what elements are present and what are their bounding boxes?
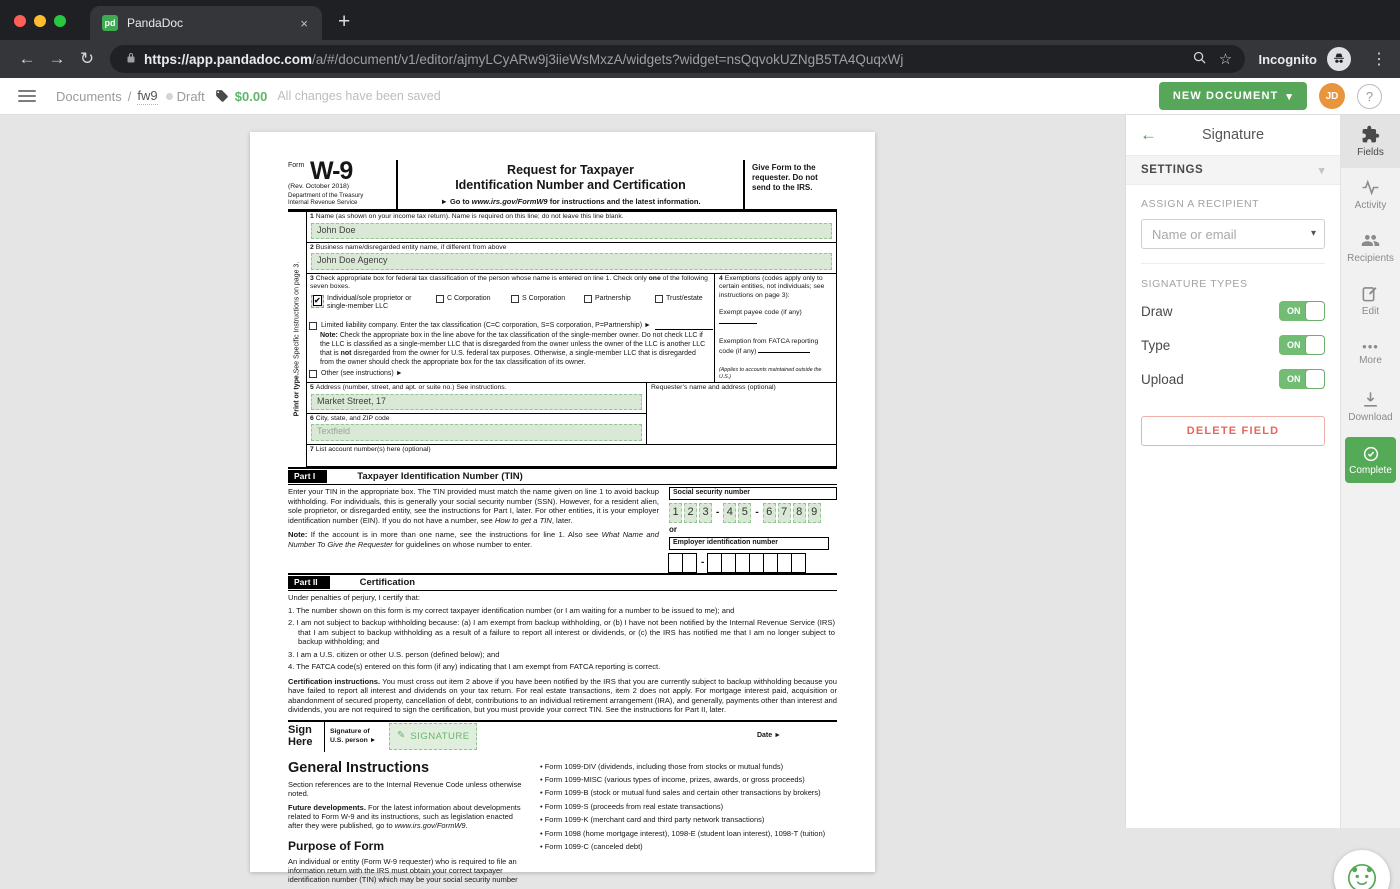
requester-name-address: Requester’s name and address (optional) — [646, 383, 836, 443]
w9-line3: 3 Check appropriate box for federal tax classification of the person whose name is entered on line 1. Check only one of the following seven boxes. ✔ Individual/sole proprietor or single-member LLC C Corporation S Corporation Partnership Trust/estate Limited liability company. Enter the tax classification (C=C corporation, S=S corporation, P=Partnership) ► Note: Check the appropriate box in the line above for the tax classification of the single-member owner. Do not check LLC if the LLC is classified as a single-member LLC that is disregarded from the owner unless the owner of the LLC is another LLC that is not disregarded from the owner for U.S. federal tax purposes. Otherwise, a single-member LLC that is disregarded from the owner should check the appropriate box for the tax classification of its owner. Other (see instructions) ► — [307, 274, 714, 382]
name-field[interactable]: John Doe — [311, 223, 832, 239]
part2-certification: Under penalties of perjury, I certify that: 1. The number shown on this form is my correct taxpayer identification number (or I am waiting for a number to be issued to me); and 2. I am not subject to backup withholding because: (a) I am exempt from backup withholding, or (b) I have not been notified by the Internal Revenue Service (IRS) that I am subject to backup withholding as a result of a failure to report all interest or dividends, or (c) the IRS has notified me that I am no longer subject to backup withholding; and 3. I am a U.S. citizen or other U.S. person (defined below); and 4. The FATCA code(s) entered on this form (if any) indicating that I am exempt from FATCA reporting is correct. Certification instructions. You must cross out item 2 above if you have been notified by the IRS that you are currently subject to backup withholding because you have failed to report all interest and dividends on your tax return. For real estate transactions, item 2 does not apply. For mortgage interest paid, acquisition or abandonment of secured property, cancellation of debt, contributions to an individual retirement arrangement (IRA), and generally, payments other than interest and dividends, you are not required to sign the certification, but you must provide your correct TIN. See the instructions for Part II, later. — [288, 593, 837, 715]
date-label: Date ► — [756, 732, 781, 740]
part1-instructions: Enter your TIN in the appropriate box. The TIN provided must match the name given on line 1 to avoid backup withholding. For individuals, this is generally your social security number (SSN). However, for a resident alien, sole proprietor, or disregarded entity, see the instructions for Part I, later. For other entities, it is your employer identification number (EIN). If you do not have a number, see How to get a TIN, later. Note: If the account is in more than one name, see the instructions for line 1. Also see What Name and Number To Give the Requester for guidelines on whose number to enter. — [288, 487, 659, 549]
tax-class-option-partnership: Partnership — [584, 295, 631, 304]
puzzle-icon — [1361, 125, 1380, 144]
reload-icon[interactable]: ↻ — [79, 49, 95, 68]
url-origin: https://app.pandadoc.com — [144, 51, 313, 67]
help-button[interactable]: ? — [1357, 84, 1382, 109]
new-tab-button[interactable]: + — [338, 10, 351, 33]
bookmark-star-icon[interactable]: ☆ — [1218, 51, 1233, 68]
browser-toolbar — [0, 40, 1400, 78]
toggle-row-type: Type ON — [1141, 328, 1325, 362]
checkbox-checked-icon[interactable]: ✔ — [311, 295, 324, 308]
recipient-input[interactable] — [1141, 219, 1325, 249]
rail-item-recipients[interactable]: Recipients — [1341, 221, 1400, 274]
settings-section-header[interactable]: SETTINGS ▾ — [1126, 155, 1340, 185]
tax-class-option-other: Other (see instructions) ► — [309, 370, 714, 379]
download-icon — [1361, 390, 1380, 409]
draw-toggle[interactable]: ON — [1279, 301, 1325, 321]
more-dots-icon: ••• — [1362, 338, 1379, 354]
back-arrow-icon[interactable]: ← — [1140, 125, 1157, 144]
checkbox-icon — [309, 370, 317, 378]
rail-item-activity[interactable]: Activity — [1341, 168, 1400, 221]
ein-label: Employer identification number — [669, 537, 829, 550]
w9-give-form-note: Give Form to the requester. Do not send to the IRS. — [752, 163, 818, 192]
activity-pulse-icon — [1361, 178, 1380, 197]
general-instructions-column: General Instructions Section references are to the Internal Revenue Code unless otherwise noted. Future developments. For the latest information about developments related to Form W-9 and its instructions, such as legislation enacted after they were published, go to www.irs.gov/FormW9. Purpose of Form An individual or entity (Form W-9 requester) who is required to file an information return with the IRS must obtain your correct taxpayer identification number (TIN) which may be your social security number — [288, 759, 522, 885]
w9-line1: 1 Name (as shown on your income tax return). Name is required on this line; do not leave this line blank. John Doe — [307, 212, 836, 243]
tax-class-option-llc: Limited liability company. Enter the tax classification (C=C corporation, S=S corporation, P=Partnership) ► — [309, 322, 714, 331]
tax-class-option-trust: Trust/estate — [655, 295, 703, 304]
city-state-zip-field[interactable]: Textfield — [311, 424, 642, 440]
draft-status-dot — [166, 93, 173, 100]
document-price[interactable]: $0.00 — [234, 88, 268, 104]
assign-recipient-label: ASSIGN A RECIPIENT — [1141, 198, 1260, 210]
w9-line3-note: Note: Check the appropriate box in the line above for the tax classification of the single-member owner. Do not check LLC if the LLC is classified as a single-member LLC that is disregarded from the owner unless the owner of the LLC is another LLC that is not disregarded from the owner for U.S. federal tax purposes. Otherwise, a single-member LLC that is disregarded from the owner should check the appropriate box for the tax classification of its owner. — [320, 332, 706, 366]
window-minimize-button[interactable] — [34, 15, 46, 27]
tax-class-option-c-corp: C Corporation — [436, 295, 491, 304]
w9-form-id-block: Form W-9 (Rev. October 2018) Department of the Treasury Internal Revenue Service — [288, 160, 398, 209]
url-path: /a/#/document/v1/editor/ajmyLCyARw9j3iieWsMxzA/widgets?widget=nsQqvokUZNgB5TA4QuqxWj — [312, 51, 904, 67]
ssn-field[interactable]: 1 2 3 - 4 5 - 6 7 8 9 — [669, 503, 837, 523]
window-close-button[interactable] — [14, 15, 26, 27]
tab-title: PandaDoc — [127, 16, 184, 30]
checkbox-icon — [309, 322, 317, 330]
edit-icon — [1361, 284, 1380, 303]
collapse-chevron-icon[interactable]: ▾ — [1318, 164, 1325, 177]
part1-header: Part I Taxpayer Identification Number (TIN) — [288, 467, 837, 486]
w9-side-instructions: Print or type. See Specific Instructions on page 3. — [293, 262, 301, 417]
people-icon — [1361, 231, 1380, 250]
delete-field-button[interactable]: DELETE FIELD — [1141, 416, 1325, 446]
address-bar[interactable] — [110, 45, 1245, 73]
w9-line4-exemptions: 4 Exemptions (codes apply only to certain entities, not individuals; see instructions on page 3): Exempt payee code (if any) Exemption from FATCA reporting code (if any) (Applies to accounts maintained outside the U.S.) — [714, 274, 836, 382]
hamburger-menu-icon[interactable] — [18, 90, 36, 102]
form-list-column: • Form 1099-DIV (dividends, including those from stocks or mutual funds) • Form 1099-MISC (various types of income, prizes, awards, or gross proceeds) • Form 1099-B (stock or mutual fund sales and certain other transactions by brokers) • Form 1099-S (proceeds from real estate transactions) • Form 1099-K (merchant card and third party network transactions) • Form 1098 (home mortgage interest), 1098-E (student loan interest), 1098-T (tuition) • Form 1099-C (canceled debt) — [540, 761, 826, 851]
incognito-label: Incognito — [1258, 51, 1317, 67]
panel-title: Signature — [1201, 127, 1265, 143]
chat-widget-button[interactable] — [1334, 850, 1390, 889]
tool-rail — [1340, 115, 1400, 828]
breadcrumb: Documents / fw9 — [56, 87, 158, 104]
lock-icon — [118, 52, 144, 67]
w9-form-number: W-9 — [310, 156, 353, 185]
document-canvas — [0, 115, 1125, 885]
pandadoc-favicon-icon: pd — [102, 15, 118, 31]
recipient-select[interactable] — [1141, 219, 1325, 249]
toggle-row-draw: Draw ON — [1141, 294, 1325, 328]
window-controls — [14, 15, 66, 27]
ssn-label: Social security number — [669, 487, 837, 500]
zoom-icon[interactable] — [1187, 50, 1213, 68]
checkbox-icon — [511, 295, 519, 303]
select-caret-icon: ▾ — [1310, 228, 1316, 239]
status-badge: Draft — [176, 88, 205, 104]
w9-line2: 2 Business name/disregarded entity name, if different from above John Doe Agency — [307, 243, 836, 274]
w9-line6: 6 City, state, and ZIP code Textfield — [307, 414, 646, 441]
checkbox-icon — [436, 295, 444, 303]
upload-toggle[interactable]: ON — [1279, 369, 1325, 389]
w9-document-page: Form W-9 (Rev. October 2018) Department of the Treasury Internal Revenue Service Request for Taxpayer Identification Number and Certification ► Go to www.irs.gov/FormW9 for instructions and the latest information. Give Form to the requester. Do not send to the IRS. Print or type. See Specific Instructions on page 3. 1 Name (as shown on your income tax return). Name is required on this line; do not leave this line blank. John Doe 2 Business name/disregarded entity name, if different from above John Doe Agency 3 Check appropriate box for federal tax classification of the person whose name is entered on line 1. Check only one of the following seven boxes. ✔ Individual/sole proprietor or single-member LLC C Corporation S Corporation Partnership Trust/estate Limited liability company. Enter the tax classification (C=C corporation, S=S corporation, P=Partnership) ► Note: Check the appropriate box in the line above for the tax classification of the single-member owner. Do not check LLC if the LLC is classified as a single-member LLC that is disregarded from the owner unless the owner of the LLC is another LLC that is not disregarded from the owner for U.S. federal tax purposes. Otherwise, a single-member LLC that is disregarded from the owner should check the appropriate box for the tax classification of its owner. Other (see instructions) ► 4 Exemptions (codes apply only to certain entities, not individuals; see instructions on page 3): Exempt payee code (if any) Exemption from FATCA reporting code (if any) (Applies to accounts maintained outside the U.S.) 5 Address (number, street, and apt. or suite no.) See instructions. Market Street, 17 6 City, state, and ZIP code Textfield Requester’s name and address (optional) 7 List account number(s) here (optional) Part I Taxpayer Identification Number (TIN) Enter your TIN in the appropriate box. The TIN provided must match the name given on line 1 to avoid backup withholding. For individuals, this is generally your social security number (SSN). However, for a resident alien, sole proprietor, or disregarded entity, see the instructions for Part I, later. For other entities, it is your employer identification number (EIN). If you do not have a number, see How to get a TIN, later. Note: If the account is in more than one name, see the instructions for line 1. Also see What Name and Number To Give the Requester for guidelines on whose number to enter. Social security number 1 2 3 - 4 5 - 6 7 8 9 or Employer identification number - Part II Certification Under penalties of perjury, I certify that: 1. The number shown on this form is my correct taxpayer identification number (or I am waiting for a number to be issued to me); and 2. I am not subject to backup withholding because: (a) I am exempt from backup withholding, or (b) I have not been notified by the Internal Revenue Service (IRS) that I am subject to backup withholding as a result of a failure to report all interest or dividends, or (c) the IRS has notified me that I am no longer subject to backup withholding; and 3. I am a U.S. citizen or other U.S. person (defined below); and 4. The FATCA code(s) entered on this form (if any) indicating that I am exempt from FATCA reporting is correct. Certification instructions. You must cross out item 2 above if you have been notified by the IRS that you are currently subject to backup withholding because you have failed to report all interest and dividends on your tax return. For real estate transactions, item 2 does not apply. For mortgage interest paid, acquisition or abandonment of secured property, cancellation of debt, contributions to an individual retirement arrangement (IRA), and generally, payments other than interest and dividends, you are not required to sign the certification, but you must provide your correct TIN. See the instructions for Part II, later. Sign Here Signature of U.S. person ► ✎ SIGNATURE Date ► General Instructions Section references are to the Internal Revenue Code unless otherwise noted. Future developments. For the latest information about developments related to Form W-9 and its instructions, such as legislation enacted after they were published, go to www.irs.gov/FormW9. Purpose of Form An individual or entity (Form W-9 requester) who is required to file an information return with the IRS must obtain your correct taxpayer identification number (TIN) which may be your social security number • Form 1099-DIV (dividends, including those from stocks or mutual funds) • Form 1099-MISC (various types of income, prizes, awards, or gross proceeds) • Form 1099-B (stock or mutual fund sales and certain other transactions by brokers) • Form 1099-S (proceeds from real estate transactions) • Form 1099-K (merchant card and third party network transactions) • Form 1098 (home mortgage interest), 1098-E (student loan interest), 1098-T (tuition) • Form 1099-C (canceled debt) — [250, 132, 875, 872]
panda-logo-icon — [1343, 859, 1381, 889]
type-toggle[interactable]: ON — [1279, 335, 1325, 355]
address-field[interactable]: Market Street, 17 — [311, 394, 642, 410]
tax-class-option-individual[interactable]: ✔ Individual/sole proprietor or single-member LLC — [311, 295, 411, 313]
w9-form-title: Request for Taxpayer Identification Number and Certification ► Go to www.irs.gov/FormW9 for instructions and the latest information. — [398, 160, 745, 209]
pen-icon: ✎ — [397, 730, 406, 742]
business-name-field[interactable]: John Doe Agency — [311, 253, 832, 269]
signature-settings-panel — [1125, 115, 1340, 828]
toggle-row-upload: Upload ON — [1141, 362, 1325, 396]
signature-types-label: SIGNATURE TYPES — [1141, 278, 1248, 290]
w9-line5: 5 Address (number, street, and apt. or suite no.) See instructions. Market Street, 17 — [307, 383, 646, 414]
browser-tab-strip — [0, 0, 1400, 40]
complete-button[interactable]: Complete — [1345, 437, 1396, 483]
tab-close-icon[interactable]: × — [300, 15, 308, 31]
new-document-button[interactable]: NEW DOCUMENT ▾ — [1159, 82, 1307, 110]
rail-item-more[interactable]: ••• More — [1359, 338, 1382, 366]
ein-field: - — [669, 553, 837, 573]
checkbox-icon — [655, 295, 663, 303]
incognito-icon — [1327, 47, 1351, 71]
sign-here-row: Sign Here Signature of U.S. person ► ✎ SIGNATURE Date ► — [288, 720, 837, 752]
signature-field[interactable]: ✎ SIGNATURE — [389, 723, 477, 750]
browser-menu-icon[interactable]: ⋮ — [1371, 51, 1388, 68]
check-circle-icon — [1362, 445, 1380, 463]
document-name[interactable]: fw9 — [137, 87, 158, 103]
rail-item-fields[interactable]: Fields — [1341, 115, 1400, 168]
checkbox-icon — [584, 295, 592, 303]
browser-tab[interactable] — [90, 6, 322, 40]
forward-icon[interactable]: → — [48, 49, 66, 68]
app-header — [0, 78, 1400, 115]
price-tag-icon — [215, 89, 229, 103]
autosave-status: All changes have been saved — [277, 89, 441, 103]
tax-class-option-s-corp: S Corporation — [511, 295, 565, 304]
rail-item-edit[interactable]: Edit — [1341, 274, 1400, 327]
rail-item-download[interactable]: Download — [1341, 380, 1400, 433]
breadcrumb-documents[interactable]: Documents — [56, 88, 122, 104]
window-zoom-button[interactable] — [54, 15, 66, 27]
chevron-down-icon: ▾ — [1286, 90, 1293, 103]
back-icon[interactable]: ← — [18, 49, 36, 68]
avatar[interactable]: JD — [1319, 83, 1345, 109]
w9-line7: 7 List account number(s) here (optional) — [310, 445, 431, 453]
part2-header: Part II Certification — [288, 573, 837, 592]
